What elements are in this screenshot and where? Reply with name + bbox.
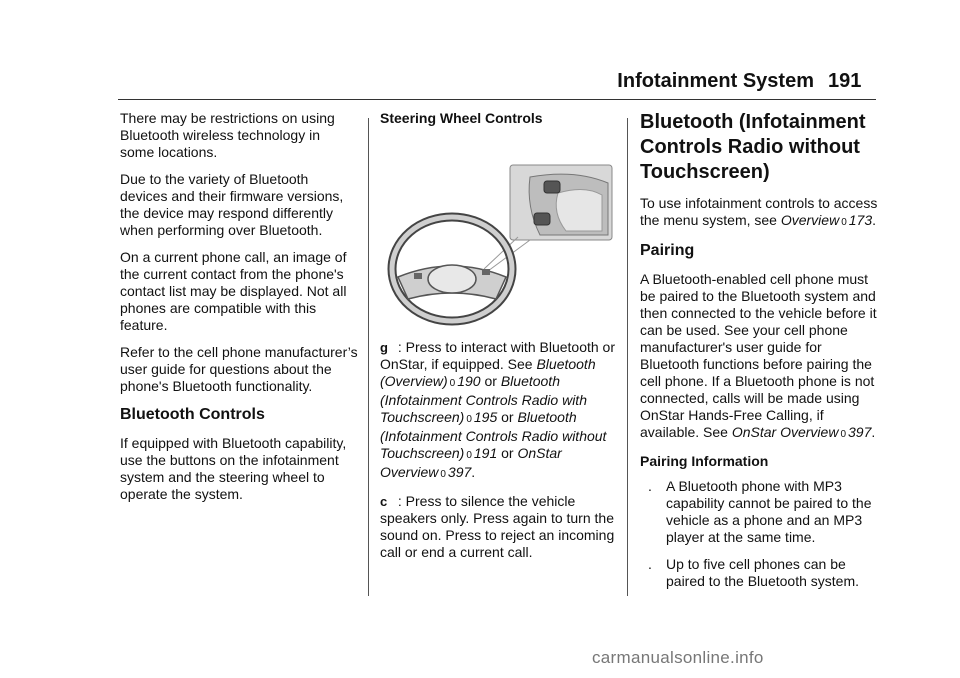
talk-glyph-icon: g bbox=[380, 340, 388, 355]
column-left bbox=[120, 110, 358, 513]
pairing-paragraph bbox=[640, 271, 878, 443]
page-ref-195[interactable]: 195 bbox=[473, 409, 498, 425]
ref-arrow-icon: 0 bbox=[466, 414, 472, 425]
ref-arrow-icon: 0 bbox=[449, 378, 456, 389]
ref-arrow-icon: 0 bbox=[840, 429, 846, 440]
link-bluetooth-overview[interactable]: Bluetooth (Overview) bbox=[380, 356, 596, 389]
or-text: or bbox=[480, 373, 501, 389]
pairing-text: A Bluetooth-enabled cell phone must be paired to the Bluetooth system and then connected to the vehicle before it can be used. See your cell phone manufacturer's user guide for Bluetooth functions before pairing the cell phone. If a Bluetooth phone is not connected, calls will be made using OnStar Hands-Free Calling, if available. See bbox=[640, 271, 877, 440]
list-item bbox=[640, 478, 878, 546]
header-rule bbox=[118, 99, 876, 100]
column-middle bbox=[380, 110, 620, 571]
page-ref-191[interactable]: 191 bbox=[473, 445, 498, 461]
column-divider-1 bbox=[368, 118, 369, 596]
or-text: or bbox=[497, 445, 518, 461]
column-divider-2 bbox=[627, 118, 628, 596]
variety-paragraph: Due to the variety of Bluetooth devices and their firmware versions, the device may respond differently when performing over Bluetooth. bbox=[120, 171, 344, 238]
page-ref-190[interactable]: 190 bbox=[457, 373, 481, 389]
bullet-text: A Bluetooth phone with MP3 capability cannot be paired to the vehicle as a phone and an MP3 player at the same time. bbox=[666, 478, 872, 545]
link-overview[interactable]: Overview bbox=[780, 212, 840, 228]
bullet-dot: . bbox=[648, 478, 652, 494]
mute-desc-text: : Press to silence the vehicle speakers only. Press again to turn the sound on. Press to reject an incoming call or end a current call. bbox=[380, 493, 615, 560]
page-ref-173[interactable]: 173 bbox=[848, 212, 873, 228]
talk-desc-text: : Press to interact with Bluetooth or OnStar, if equipped. See bbox=[380, 339, 615, 372]
watermark: carmanualsonline.info bbox=[592, 648, 764, 667]
header-title: Infotainment System bbox=[617, 70, 814, 92]
steering-wheel-controls-heading: Steering Wheel Controls bbox=[380, 110, 543, 126]
link-onstar-overview[interactable]: OnStar Overview bbox=[380, 445, 562, 480]
bullet-dot: . bbox=[648, 556, 652, 572]
column-right bbox=[640, 110, 878, 600]
steering-wheel-icon bbox=[380, 137, 620, 327]
contact-image-paragraph: On a current phone call, an image of the current contact from the phone's contact list may be displayed. Not all phones are compatible with this feature. bbox=[120, 249, 347, 333]
link-onstar-overview-2[interactable]: OnStar Overview bbox=[731, 424, 839, 440]
ref-arrow-icon: 0 bbox=[440, 469, 446, 480]
controls-paragraph: If equipped with Bluetooth capability, use the buttons on the infotainment system and the steering wheel to operate the system. bbox=[120, 435, 347, 502]
bluetooth-controls-heading: Bluetooth Controls bbox=[120, 406, 265, 423]
mute-button-description bbox=[380, 493, 620, 561]
bluetooth-without-touchscreen-heading: Bluetooth (Infotainment Controls Radio without Touchscreen) bbox=[640, 111, 866, 183]
pairing-information-heading: Pairing Information bbox=[640, 453, 769, 469]
page-ref-397-2[interactable]: 397 bbox=[848, 424, 872, 440]
steering-wheel-illustration bbox=[380, 137, 620, 327]
pairing-heading: Pairing bbox=[640, 242, 695, 259]
list-item bbox=[640, 556, 878, 590]
period-text: . bbox=[471, 464, 476, 480]
ref-arrow-icon: 0 bbox=[841, 217, 847, 228]
talk-button-description bbox=[380, 339, 620, 483]
period-text: . bbox=[871, 424, 876, 440]
page-ref-397[interactable]: 397 bbox=[447, 464, 472, 480]
restrictions-paragraph: There may be restrictions on using Bluetooth wireless technology in some locations. bbox=[120, 110, 335, 160]
period-text: . bbox=[872, 212, 877, 228]
mute-glyph-icon: c bbox=[380, 494, 388, 509]
menu-system-paragraph bbox=[640, 195, 878, 231]
link-bluetooth-without-touchscreen[interactable]: Bluetooth (Infotainment Controls Radio without Touchscreen) bbox=[380, 409, 607, 461]
bullet-text: Up to five cell phones can be paired to the Bluetooth system. bbox=[666, 556, 859, 589]
page-number: 191 bbox=[828, 70, 862, 92]
user-guide-paragraph: Refer to the cell phone manufacturer’s user guide for questions about the phone's Bluetooth functionality. bbox=[120, 344, 358, 394]
link-bluetooth-with-touchscreen[interactable]: Bluetooth (Infotainment Controls Radio with Touchscreen) bbox=[380, 373, 587, 425]
menu-system-text: To use infotainment controls to access the menu system, see bbox=[640, 195, 878, 228]
or-text: or bbox=[497, 409, 518, 425]
ref-arrow-icon: 0 bbox=[466, 450, 472, 461]
